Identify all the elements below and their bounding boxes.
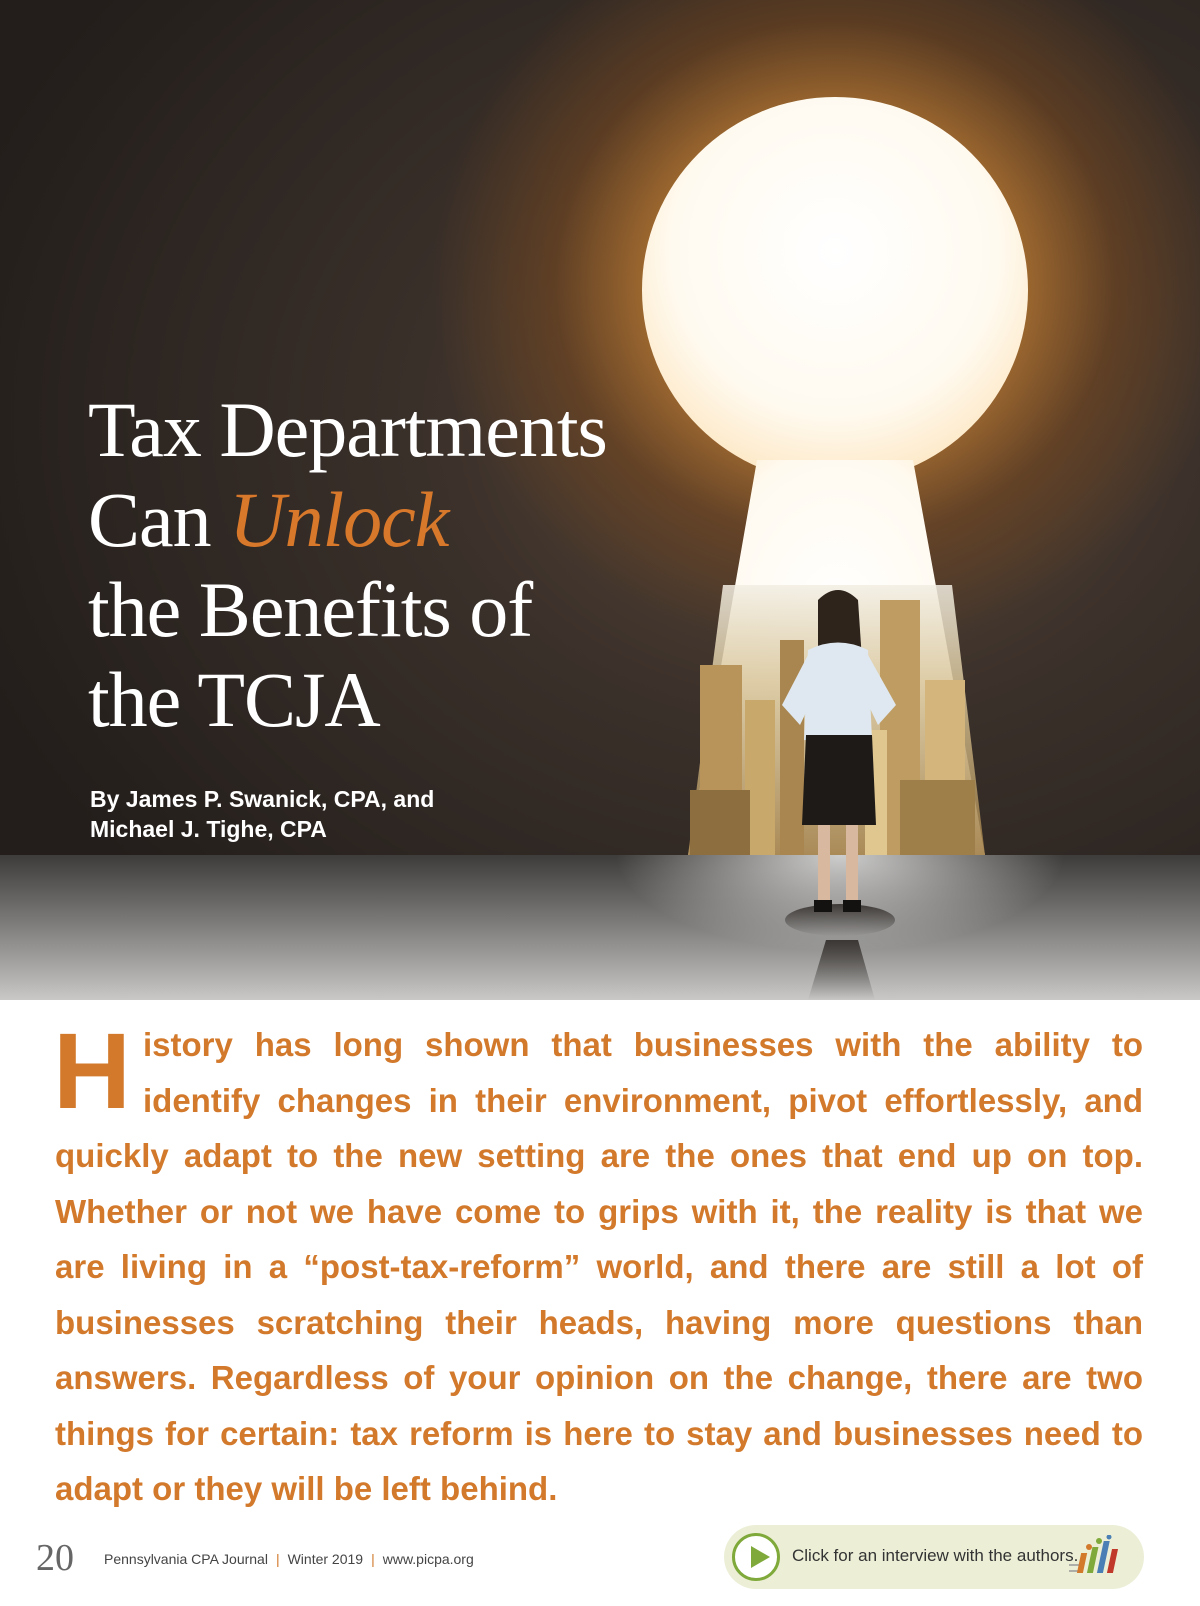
separator: | <box>371 1551 375 1567</box>
drop-cap: H <box>53 1010 131 1131</box>
page-number: 20 <box>36 1537 74 1579</box>
lede-paragraph <box>53 1010 1143 1517</box>
footer-publication-info <box>104 1551 474 1567</box>
byline <box>90 784 434 844</box>
title-line-3: the Benefits of <box>88 566 533 653</box>
title-line-4: the TCJA <box>88 656 380 743</box>
interview-video-link[interactable] <box>724 1525 1144 1589</box>
separator: | <box>275 1551 280 1567</box>
byline-line-2: Michael J. Tighe, CPA <box>90 816 327 842</box>
video-link-label: Click for an interview with the authors. <box>792 1546 1079 1565</box>
title-line-1: Tax Departments <box>88 386 607 473</box>
website-link[interactable]: www.picpa.org <box>382 1551 474 1567</box>
publication-name: Pennsylvania CPA Journal <box>104 1551 268 1567</box>
picpa-logo-icon <box>1069 1535 1125 1579</box>
issue-label: Winter 2019 <box>287 1551 364 1567</box>
byline-line-1: By James P. Swanick, CPA, and <box>90 786 435 812</box>
title-accent-word: Unlock <box>229 476 449 563</box>
article-title <box>88 385 607 745</box>
play-icon[interactable] <box>732 1533 780 1581</box>
lede-text: istory has long shown that businesses with the ability to identify changes in their environment, pivot effortlessly, and quickly adapt to the new setting are the ones that end up on top. Whether or not we have come to grips with it, the reality is that we are living in a “post-tax-reform” world, and there are still a lot of businesses scratching their heads, having more questions than answers. Regardless of your opinion on the change, there are two things for certain: tax reform is here to stay and businesses need to adapt or they will be left behind. <box>55 1026 1143 1507</box>
title-line-2-prefix: Can <box>88 476 230 563</box>
